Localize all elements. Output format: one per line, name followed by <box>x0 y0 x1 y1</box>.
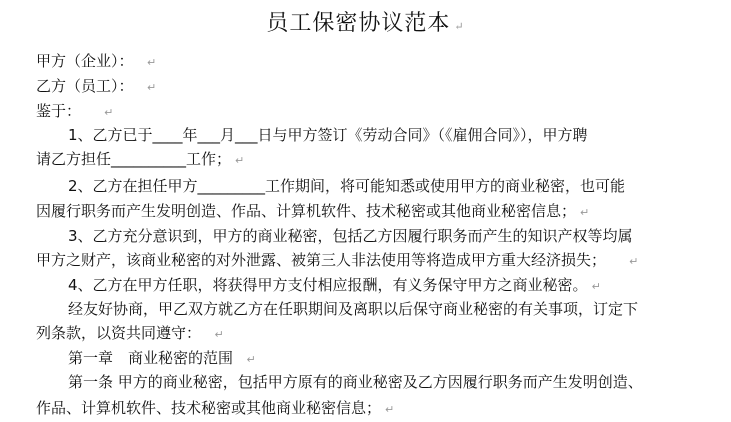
document-line <box>36 101 113 123</box>
document-line <box>36 250 638 272</box>
line-text: 因履行职务而产生发明创造、作品、计算机软件、技术秘密或其他商业秘密信息； <box>36 202 577 220</box>
document-line <box>68 299 638 319</box>
line-text: 第一章 商业秘密的范围 <box>68 349 243 367</box>
document-line <box>68 275 601 297</box>
document-line <box>68 348 256 370</box>
line-text: 2、乙方在担任甲方_________工作期间，将可能知悉或使用甲方的商业秘密，也可能 <box>68 177 626 195</box>
line-text: 第一条 甲方的商业秘密，包括甲方原有的商业秘密及乙方因履行职务而产生发明创造、 <box>68 373 643 391</box>
line-text: 甲方（企业）： <box>36 52 144 70</box>
document-line <box>36 398 394 420</box>
line-text: 请乙方担任__________工作； <box>36 150 232 168</box>
line-text: 作品、计算机软件、技术秘密或其他商业秘密信息； <box>36 399 382 417</box>
document-line <box>68 125 588 145</box>
line-text: 4、乙方在甲方任职，将获得甲方支付相应报酬，有义务保守甲方之商业秘密。 <box>68 276 588 294</box>
document-line <box>68 226 633 246</box>
document-line <box>36 201 589 223</box>
line-text: 经友好协商，甲乙双方就乙方在任职期间及离职以后保守商业秘密的有关事项，订定下 <box>68 300 639 318</box>
document-line <box>36 149 244 171</box>
line-text: 甲方之财产，该商业秘密的对外泄露、被第三人非法使用等将造成甲方重大经济损失； <box>36 251 626 269</box>
document-line <box>68 372 643 392</box>
document-title: 员工保密协议范本 ↵ <box>266 11 465 36</box>
paragraph-mark-icon: ↵ <box>147 56 157 69</box>
line-text: 3、乙方充分意识到，甲方的商业秘密，包括乙方因履行职务而产生的知识产权等均属 <box>68 227 633 245</box>
paragraph-mark-icon: ↵ <box>580 206 590 219</box>
paragraph-mark-icon: ↵ <box>385 403 395 416</box>
line-text: 鉴于： <box>36 102 101 120</box>
paragraph-mark-icon: ↵ <box>629 255 639 268</box>
document-line <box>36 323 224 345</box>
line-text: 乙方（员工）： <box>36 77 144 95</box>
document-line <box>36 51 156 73</box>
paragraph-mark-icon: ↵ <box>147 81 157 94</box>
paragraph-mark-icon: ↵ <box>214 328 224 341</box>
line-text: 1、乙方已于____年___月___日与甲方签订《劳动合同》（《雇佣合同》），甲方聘 <box>68 126 588 144</box>
paragraph-mark-icon: ↵ <box>246 353 256 366</box>
line-text: 列条款，以资共同遵守： <box>36 324 211 342</box>
paragraph-mark-icon: ↵ <box>454 20 465 33</box>
document-line <box>36 76 156 98</box>
document-line <box>68 176 625 196</box>
paragraph-mark-icon: ↵ <box>104 106 114 119</box>
paragraph-mark-icon: ↵ <box>235 154 245 167</box>
paragraph-mark-icon: ↵ <box>591 280 601 293</box>
